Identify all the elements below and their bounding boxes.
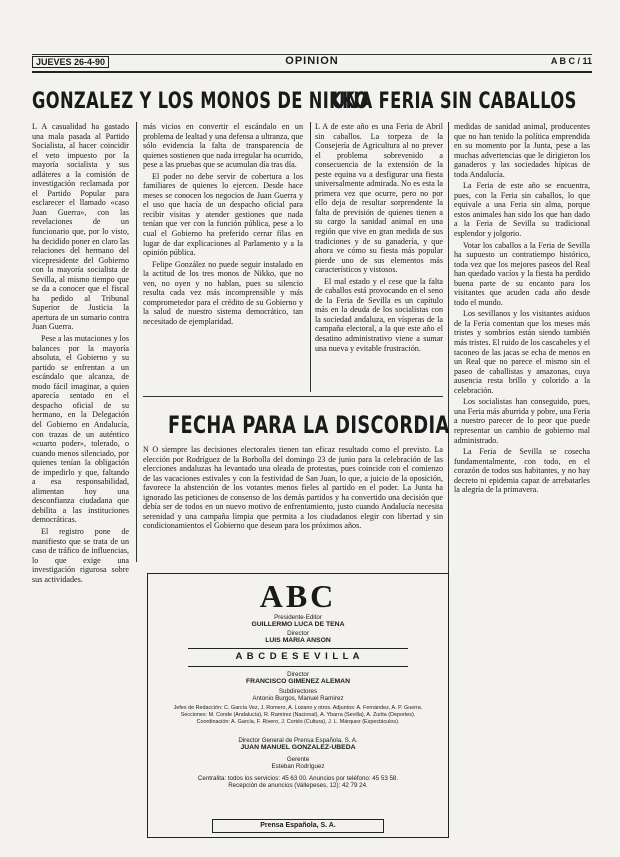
masthead-separator (188, 666, 408, 667)
phones-line: Centralita: todos los servicios: 45 63 00. Anuncios por teléfono: 45 53 58. (197, 775, 399, 782)
founder-name: GUILLERMO LUCA DE TENA (251, 621, 345, 628)
paragraph: Los sevillanos y los visitantes asiduos de la Feria comentan que los meses más tristes y sombríos están siendo también más tristes. El ruido de los cascabeles y el taconeo de las jacas se echa de menos en un Real que no parece el mismo sin el paseo de caballistas y amazonas, cuya ausencia resta brillo y colorido a la celebración. (454, 309, 590, 395)
general-manager-name: JUAN MANUEL GONZALEZ-UBEDA (240, 744, 356, 751)
page-header (32, 54, 592, 73)
section-divider (143, 396, 443, 397)
article-gonzalez-column-1 (32, 122, 129, 840)
paragraph: N O siempre las decisiones electorales tienen tan eficaz resultado como el previsto. La elección por Rodríguez de la Borbolla del domingo 23 de junio para la celebración de las elecciones andaluzas ha levantado una oleada de protestas, pues coincide con el comienzo de las vacaciones estivales y con la festividad de San Juan, lo que, a juicio de la oposición, favorece la abstención de los votantes menos fieles al partido en el poder. La Junta ha ignorado las peticiones de consenso de los demás partidos y ha convertido una decisión que debía ser de todos en un nuevo motivo de enfrentamiento, justo cuando Andalucía necesita serenidad y una campaña limpia que permita a los ciudadanos elegir con libertad y sin condicionamientos el Gobierno que desean para los próximos años. (143, 445, 443, 531)
subdirectors-names: Antonio Burgos, Manuel Ramírez (252, 695, 344, 702)
staff-line: Secciones: M. Conde (Andalucía), R. Ramírez (Nacional), A. Ybarra (Sevilla), A. Zurita (Deportes). (180, 712, 416, 718)
paragraph: medidas de sanidad animal, producentes que no han tenido la política emprendida en su momento por la Junta, pese a las muchas advertencias que le dirigieron los ganaderos y las sociedades hípicas de toda Andalucía. (454, 122, 590, 179)
sevilla-director-label: Director (287, 671, 309, 678)
paragraph: Votar los caballos a la Feria de Sevilla ha supuesto un contratiempo histórico, toda vez que los mejores paseos del Real han quedado vacíos y la fiesta ha perdido buena parte de su encanto para los visitantes que acuden cada año desde todo el mundo. (454, 240, 590, 307)
staff-line: Coordinación: A. García, F. Rivero, J. Cortés (Cultura), J. L. Márquez (Espectáculos). (196, 719, 400, 725)
column-divider (136, 122, 137, 562)
staff-line: Jefes de Redacción: C. García Vez, J. Romero, A. Lozano y otros. Adjuntos: A. Fernández, A. P. Guerra. (173, 705, 423, 711)
masthead-box (147, 573, 449, 838)
masthead-separator (188, 648, 408, 649)
paragraph: El mal estado y el cese que la falta de caballos está provocando en el seno de la Feria de Sevilla es un capítulo más en la deuda de los socialistas con la sociedad andaluza, en vísperas de la campaña electoral, a la que este año el desatino administrativo viene a sumar una nueva y evitable frustración. (315, 276, 443, 353)
paragraph: La Feria de este año se encuentra, pues, con la Feria sin caballos, lo que equivale a una Feria sin alma, porque estos animales han sido los que han dado a la Feria de Sevilla su tradicional esplendor y jolgorio. (454, 181, 590, 239)
general-manager-label: Director General de Prensa Española, S. A. (238, 737, 358, 744)
article-feria-column-1 (315, 122, 443, 392)
article-feria-column-2 (454, 122, 590, 840)
paragraph: más vicios en convertir el escándalo en un problema de lealtad y una defensa a ultranza, que sólo evidencia la falta de transparencia de quienes sostienen que nada irregular ha ocurrido, pese a las pruebas que se acumulan día tras día. (143, 122, 303, 170)
paragraph: El poder no debe servir de cobertura a los familiares de quienes lo ejercen. Desde hace meses se conocen los negocios de Juan Guerra y el uso que hacía de un despacho oficial para recibir visitas y atender gestiones que nada tenían que ver con la función pública, pese a lo cual el Gobierno ha preferido cerrar filas en lugar de dar explicaciones al Parlamento y a la opinión pública. (143, 171, 303, 258)
paragraph: La Feria de Sevilla se cosecha fundamentalmente, con todo, en el corazón de todos sus habitantes, y no hay decreto ni epidemia capaz de arrebatarles la alegría de la primavera. (454, 447, 590, 495)
article-headline-feria: UNA FERIA SIN CABALLOS (332, 89, 577, 114)
sevilla-director-name: FRANCISCO GIMENEZ ALEMAN (246, 678, 350, 685)
article-headline-fecha: FECHA PARA LA DISCORDIA (168, 411, 450, 439)
article-headline-gonzalez: GONZALEZ Y LOS MONOS DE NIKKO (32, 89, 369, 114)
publisher-footer: Prensa Española, S. A. (212, 819, 384, 833)
section-title: OPINION (285, 55, 339, 67)
issue-date: JUEVES 26-4-90 (32, 56, 109, 68)
gerente-name: Esteban Rodríguez (271, 763, 325, 770)
director-name: LUIS MARIA ANSON (265, 637, 331, 644)
founder-label: Presidente-Editor (274, 614, 322, 621)
director-label: Director (287, 630, 309, 637)
phones-line: Recepción de anuncios (Vallepeses, 12): 42 79 24. (228, 782, 368, 789)
paragraph: Felipe González no puede seguir instalado en la actitud de los tres monos de Nikko, que no ven, no oyen y no hablan, pues su silencio resulta cada vez más incomprensible y más comprometedor para el crédito de su Gobierno y la salud de nuestro sistema democrático, tan necesitado de ejemplaridad. (143, 259, 303, 326)
paragraph: Los socialistas han conseguido, pues, una Feria más aburrida y pobre, una Feria a nuestro parecer de lo peor que puede representar un cambio de gobierno mal administrado. (454, 397, 590, 445)
paragraph: L A casualidad ha gastado una mala pasada al Partido Socialista, al hacer coincidir el veto impuesto por la mayoría socialista y sus adláteres a la comisión de investigación reclamada por el Partido Popular para esclarecer el llamado «caso Juan Guerra», con las revelaciones de un funcionario que, por lo visto, ha decidido poner en claro las relaciones del hermano del vicepresidente del Gobierno con la mayoría socialista de Sevilla, al mismo tiempo que se da a conocer que el fiscal ha pedido al Tribunal Superior de Justicia la apertura de un sumario contra Juan Guerra. (32, 122, 129, 332)
abc-logo: ABC (259, 578, 337, 614)
page-number: A B C / 11 (550, 56, 592, 66)
article-fecha-body (143, 445, 443, 567)
paragraph: El registro pone de manifiesto que se trata de un caso de tráfico de influencias, lo que exige una investigación rigurosa sobre sus actividades. (32, 526, 129, 584)
column-divider (310, 122, 311, 392)
gerente-label: Gerente (286, 756, 310, 763)
edition-title: A B C D E S E V I L L A (235, 651, 361, 662)
subdirectors-label: Subdirectores (278, 688, 318, 695)
paragraph: L A de este año es una Feria de Abril sin caballos. La torpeza de la Consejería de Agricultura al no prever el problema sobrevenido a consecuencia de la extensión de la peste equina va a desfigurar una fiesta universalmente admirada. No es esta la primera vez que ocurre, pero no por ello deja de resultar sorprendente la falta de previsión de quienes tienen a su cargo la sanidad animal en una región que vive en gran medida de sus tradiciones y de su ganadería, y que ahora ve cómo su fiesta más popular pierde uno de sus elementos más característicos y vistosos. (315, 122, 443, 275)
paragraph: Pese a las mutaciones y los balances por la mayoría absoluta, el Gobierno y su partido se enfrentan a un escándalo que alcanza, de modo fácil imaginar, a quien aparecía sentado en el despacho oficial de su hermano, en la Delegación del Gobierno en Andalucía, con trazas de un auténtico «cuarto poder», tolerado, o cuando menos silenciado, por quienes tenían la obligación de impedirlo y que, faltando a esa responsabilidad, alimentan hoy una desconfianza ciudadana que debilita a las instituciones democráticas. (32, 334, 129, 525)
article-gonzalez-column-2 (143, 122, 303, 392)
